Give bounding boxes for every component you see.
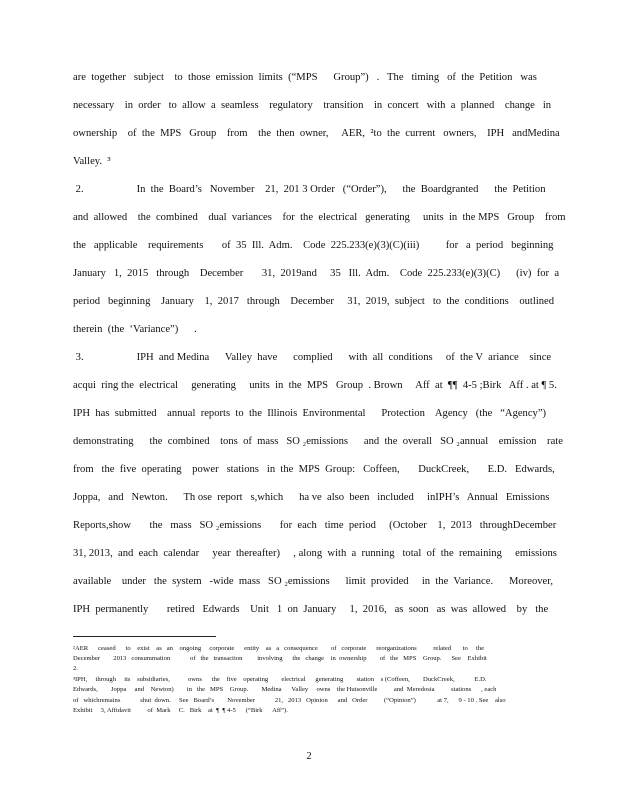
footnote-line-5: Edwards, Joppa and Newton) in the MPS Group. Medina Valley owns the Hutsonville and Meredosia stations , each (73, 686, 497, 693)
body-line-6: and allowed the combined dual variances for the electrical generating units in the MPS Group from (73, 212, 566, 223)
body-line-15: from the five operating power stations in the MPS Group: Coffeen, DuckCreek, E.D. Edwards, (73, 464, 555, 475)
body-line-8: January 1, 2015 through December 31, 2019and 35 Ill. Adm. Code 225.233(e)(3)(C) (iv) for a (73, 268, 560, 279)
footnote-line-2: December 2013 consummation of the transaction involving the change in ownership of the MPS Group. See Exhibit (73, 655, 487, 662)
body-line-10: therein (the ‘Variance”) . (73, 324, 197, 335)
body-line-11: 3. IPH and Medina Valley have complied with all conditions of the V ariance since (73, 352, 552, 363)
page-number: 2 (306, 751, 312, 762)
body-line-4: Valley. ³ (73, 156, 111, 167)
body-line-7: the applicable requirements of 35 Ill. Adm. Code 225.233(e)(3)(C)(iii) for a period beginning (73, 240, 554, 251)
body-line-19: available under the system -wide mass SO ₂emissions limit provided in the Variance. Moreover, (73, 576, 553, 587)
body-line-16: Joppa, and Newton. Th ose report s,which ha ve also been included inIPH’s Annual Emissions (73, 492, 550, 503)
body-line-13: IPH has submitted annual reports to the Illinois Environmental Protection Agency (the “Agency”) (73, 408, 547, 419)
body-line-5: 2. In the Board’s November 21, 201 3 Order (“Order”), the Boardgranted the Petition (73, 184, 546, 195)
body-line-9: period beginning January 1, 2017 through December 31, 2019, subject to the conditions outlined (73, 296, 555, 307)
body-line-17: Reports,show the mass SO ₂emissions for each time period (October 1, 2013 throughDecember (73, 520, 557, 531)
footnote-line-4: ³IPH, through its subsidiaries, owns the five operating electrical generating station s (Coffeen, DuckCreek, E.D. (73, 676, 487, 683)
body-line-2: necessary in order to allow a seamless regulatory transition in concert with a planned change in (73, 100, 552, 111)
body-line-1: are together subject to those emission limits (“MPS Group”) . The timing of the Petition was (73, 72, 537, 83)
body-line-14: demonstrating the combined tons of mass SO ₂emissions and the overall SO ₂annual emission rate (73, 436, 563, 447)
body-line-18: 31, 2013, and each calendar year thereafter) , along with a running total of the remaining emissions (73, 548, 557, 559)
body-line-3: ownership of the MPS Group from the then owner, AER, ²to the current owners, IPH andMedina (73, 128, 560, 139)
body-line-12: acqui ring the electrical generating units in the MPS Group . Brown Aff at ¶¶ 4-5 ;Birk Aff . at ¶ 5. (73, 380, 557, 391)
footnote-line-1: ²AER ceased to exist as an ongoing corporate entity as a consequence of corporate reorganizations related to the (73, 645, 485, 652)
footnote-line-6: of whichremains shut down. See Board’s November 21, 2013 Opinion and Order (“Opinion”) at 7, 9 - 10 . See also (73, 697, 506, 704)
footnote-line-7: Exhibit 3, Affidavit of Mark C. Birk at ¶ ¶ 4-5 (“Birk Aff”). (73, 707, 288, 714)
footnote-line-3: 2. (73, 665, 78, 672)
body-line-20: IPH permanently retired Edwards Unit 1 on January 1, 2016, as soon as was allowed by the (73, 604, 549, 615)
footnote-separator (73, 636, 216, 637)
